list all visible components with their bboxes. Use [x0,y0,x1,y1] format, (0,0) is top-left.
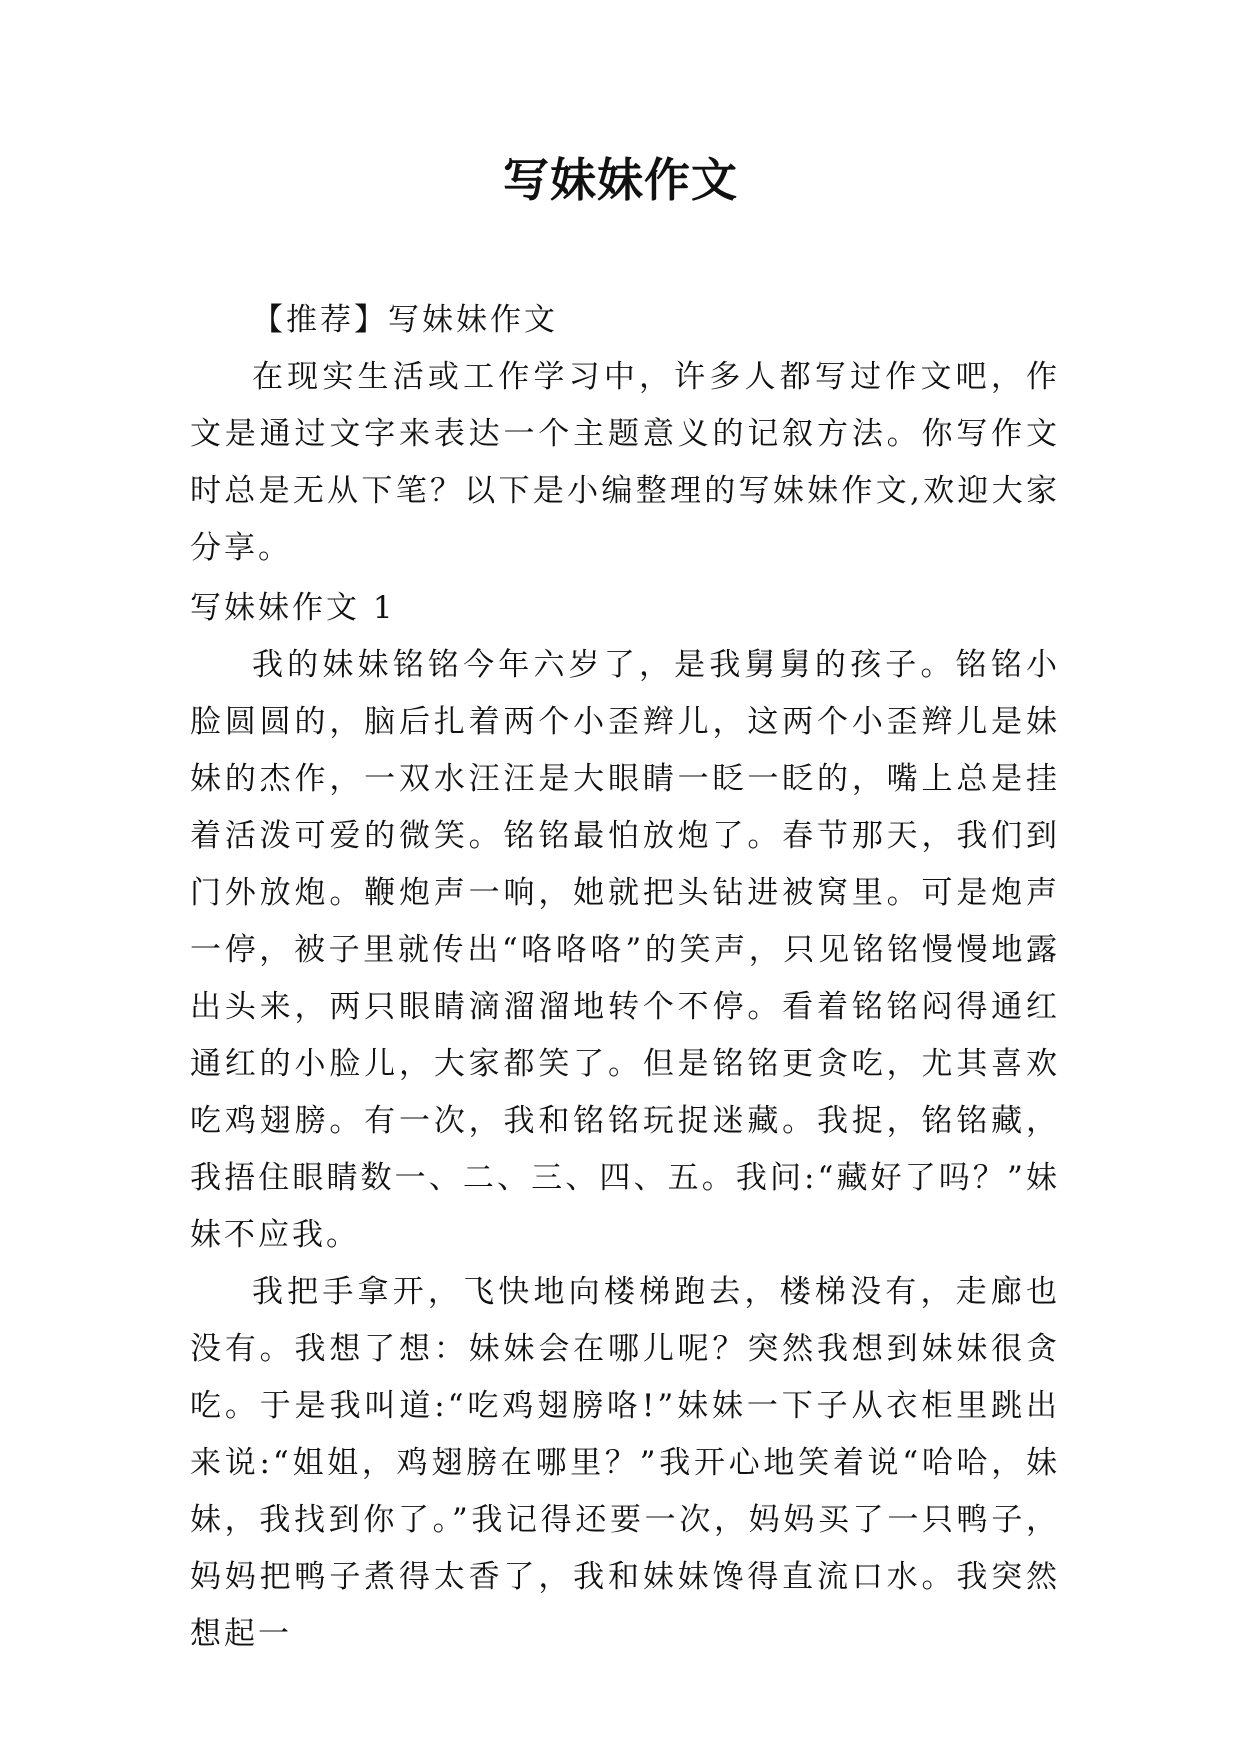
essay-1-paragraph-1: 我的妹妹铭铭今年六岁了，是我舅舅的孩子。铭铭小脸圆圆的，脑后扎着两个小歪辫儿，这两个小歪辫儿是妹妹的杰作，一双水汪汪是大眼睛一眨一眨的，嘴上总是挂着活泼可爱的微笑。铭铭最怕放炮了。春节那天，我们到门外放炮。鞭炮声一响，她就把头钻进被窝里。可是炮声一停，被子里就传出“咯咯咯”的笑声，只见铭铭慢慢地露出头来，两只眼睛滴溜溜地转个不停。看着铭铭闷得通红通红的小脸儿，大家都笑了。但是铭铭更贪吃，尤其喜欢吃鸡翅膀。有一次，我和铭铭玩捉迷藏。我捉，铭铭藏，我捂住眼睛数一、二、三、四、五。我问:“藏好了吗？”妹妹不应我。 [190,647,1060,1253]
page-title: 写妹妹作文 [503,153,738,207]
essay-1-heading: 写妹妹作文 1 [190,590,396,626]
intro-section [190,292,1060,577]
essay-1-section [190,580,1060,1663]
essay-1-paragraph-2: 我把手拿开，飞快地向楼梯跑去，楼梯没有，走廊也没有。我想了想：妹妹会在哪儿呢？突然我想到妹妹很贪吃。于是我叫道:“吃鸡翅膀咯!”妹妹一下子从衣柜里跳出来说:“姐姐，鸡翅膀在哪里？”我开心地笑着说“哈哈，妹妹，我找到你了。”我记得还要一次，妈妈买了一只鸭子，妈妈把鸭子煮得太香了，我和妹妹馋得直流口水。我突然想起一 [190,1274,1060,1652]
intro-paragraph: 在现实生活或工作学习中，许多人都写过作文吧，作文是通过文字来表达一个主题意义的记叙方法。你写作文时总是无从下笔？以下是小编整理的写妹妹作文,欢迎大家分享。 [190,359,1060,566]
recommend-line: 【推荐】写妹妹作文 [252,302,558,338]
